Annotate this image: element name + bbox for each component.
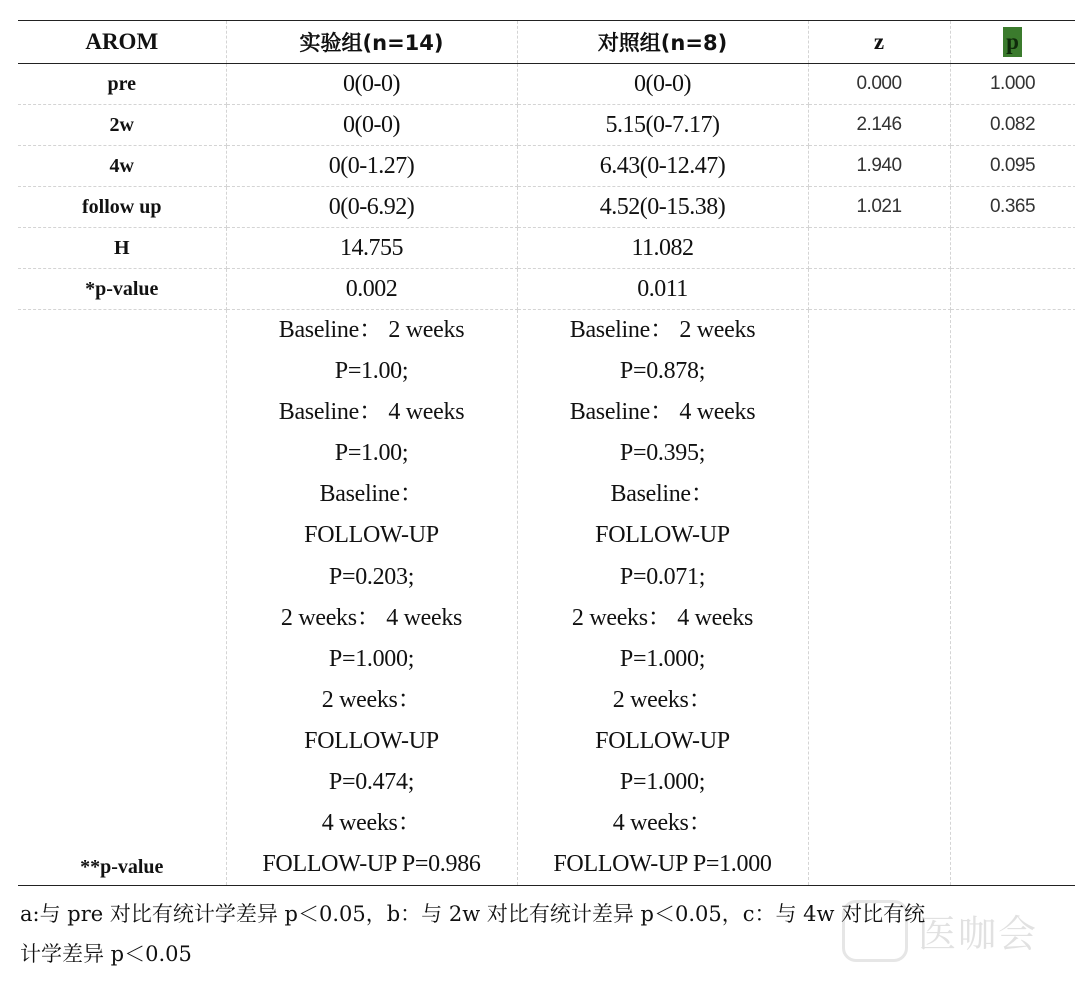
control-value: 11.082 — [517, 228, 808, 269]
pairwise-line: 2 weeks： 4 weeks — [280, 604, 463, 631]
table-row — [18, 146, 1075, 187]
control-value: 6.43(0-12.47) — [517, 146, 808, 187]
row-label: 2w — [18, 105, 226, 146]
pairwise-line: Baseline： 2 weeks — [569, 317, 756, 343]
row-label: H — [18, 228, 226, 269]
results-table-container — [18, 20, 1075, 886]
pairwise-line: 2 weeks： 4 weeks — [571, 604, 754, 631]
pairwise-line: Baseline： — [319, 481, 424, 508]
experimental-value: 0(0-6.92) — [226, 187, 517, 228]
pairwise-line: P=0.878; — [619, 358, 706, 385]
pairwise-line: 4 weeks： — [321, 810, 422, 837]
row-label: pre — [18, 64, 226, 105]
pairwise-line: P=1.00; — [334, 358, 409, 385]
pairwise-line: P=1.000; — [328, 645, 415, 672]
experimental-value: 0(0-1.27) — [226, 146, 517, 187]
experimental-value: 0(0-0) — [226, 105, 517, 146]
z-value — [808, 269, 950, 310]
watermark: 医咖会 — [918, 912, 1039, 956]
highlighted-p-label: p — [1003, 27, 1022, 57]
row-label: 4w — [18, 146, 226, 187]
p-value — [950, 228, 1075, 269]
table-header-row — [18, 21, 1075, 64]
pairwise-line: 2 weeks： — [321, 686, 422, 713]
pairwise-line: FOLLOW-UP — [304, 522, 439, 549]
table-row — [18, 105, 1075, 146]
pairwise-line: P=0.071; — [619, 563, 706, 590]
experimental-value: 14.755 — [226, 228, 517, 269]
pairwise-line: FOLLOW-UP P=0.986 — [262, 851, 481, 878]
control-value: 5.15(0-7.17) — [517, 105, 808, 146]
p-value: 1.000 — [950, 64, 1075, 105]
empty-z-cell — [808, 310, 950, 886]
z-value: 1.940 — [808, 146, 950, 187]
row-label: follow up — [18, 187, 226, 228]
header-control-group: 对照组(n=8) — [517, 21, 808, 64]
control-value: 0.011 — [517, 269, 808, 310]
pairwise-line: P=0.395; — [619, 440, 706, 467]
row-label: **p-value — [18, 310, 226, 886]
pairwise-line: 2 weeks： — [612, 686, 713, 713]
control-value: 0(0-0) — [517, 64, 808, 105]
header-arom: AROM — [18, 21, 226, 64]
header-p — [950, 21, 1075, 64]
experimental-value: 0.002 — [226, 269, 517, 310]
pairwise-line: Baseline： 4 weeks — [278, 399, 465, 426]
z-value: 1.021 — [808, 187, 950, 228]
pairwise-line: Baseline： — [610, 481, 715, 508]
arom-results-table — [18, 20, 1075, 886]
pairwise-line: FOLLOW-UP — [595, 522, 730, 549]
pairwise-row — [18, 310, 1075, 886]
z-value: 0.000 — [808, 64, 950, 105]
header-experimental-group: 实验组(n=14) — [226, 21, 517, 64]
pairwise-line: P=0.203; — [328, 563, 415, 590]
pairwise-line: P=1.000; — [619, 769, 706, 796]
control-value: 4.52(0-15.38) — [517, 187, 808, 228]
z-value — [808, 228, 950, 269]
z-value: 2.146 — [808, 105, 950, 146]
pairwise-line: 4 weeks： — [612, 810, 713, 837]
table-row — [18, 269, 1075, 310]
table-row — [18, 187, 1075, 228]
experimental-value: 0(0-0) — [226, 64, 517, 105]
control-pairwise-cell — [517, 310, 808, 886]
pairwise-line: FOLLOW-UP — [595, 727, 730, 754]
row-label: *p-value — [18, 269, 226, 310]
pairwise-line: P=1.00; — [334, 440, 409, 467]
p-value — [950, 269, 1075, 310]
pairwise-line: Baseline： 4 weeks — [569, 399, 756, 426]
table-row — [18, 64, 1075, 105]
pairwise-line: P=1.000; — [619, 645, 706, 672]
header-z: z — [808, 21, 950, 64]
experimental-pairwise-cell — [226, 310, 517, 886]
footnote-line-2: 计学差异 p＜0.05 — [20, 942, 192, 966]
pairwise-line: P=0.474; — [328, 769, 415, 796]
pairwise-line: Baseline： 2 weeks — [278, 317, 465, 343]
footnote-line-1: a:与 pre 对比有统计学差异 p＜0.05，b：与 2w 对比有统计差异 p＜0.05，c：与 4w 对比有统 — [20, 902, 926, 926]
table-row — [18, 228, 1075, 269]
empty-p-cell — [950, 310, 1075, 886]
p-value: 0.095 — [950, 146, 1075, 187]
p-value: 0.082 — [950, 105, 1075, 146]
p-value: 0.365 — [950, 187, 1075, 228]
footnote — [20, 894, 1075, 974]
pairwise-line: FOLLOW-UP P=1.000 — [553, 851, 772, 878]
pairwise-line: FOLLOW-UP — [304, 727, 439, 754]
